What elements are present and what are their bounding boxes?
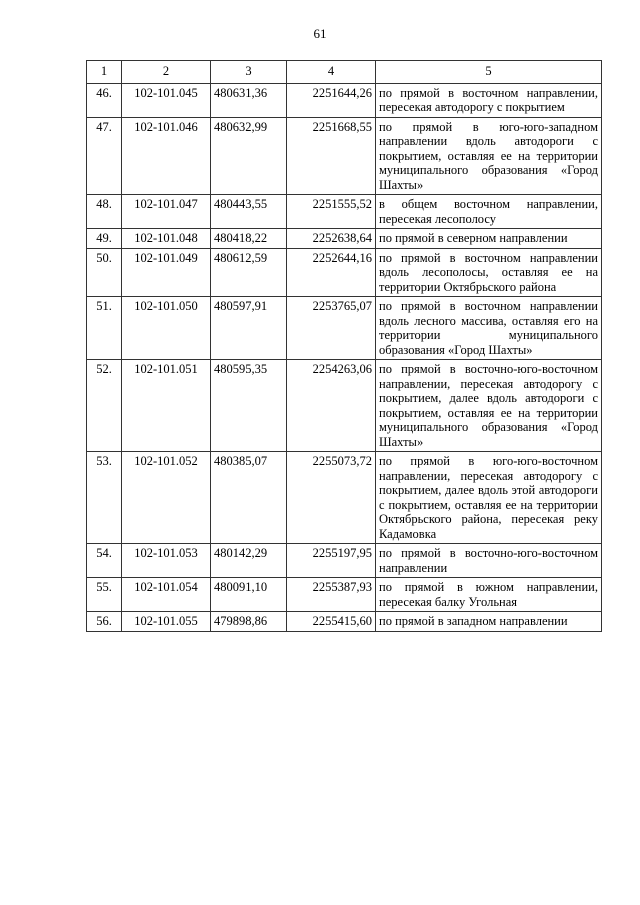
- boundary-description: по прямой в юго-юго-западном направлении вдоль автодороги с покрытием, оставляя ее на территории муниципального образования «Город Шахты»: [376, 117, 602, 195]
- coord-x: 480597,91: [211, 297, 287, 360]
- coord-y: 2253765,07: [287, 297, 376, 360]
- coord-x: 480142,29: [211, 544, 287, 578]
- row-number: 54.: [87, 544, 122, 578]
- coord-x: 480631,36: [211, 83, 287, 117]
- point-code: 102-101.048: [122, 229, 211, 249]
- row-number: 53.: [87, 452, 122, 544]
- coord-x: 480612,59: [211, 248, 287, 297]
- point-code: 102-101.054: [122, 578, 211, 612]
- coord-y: 2255387,93: [287, 578, 376, 612]
- boundary-description: по прямой в восточном направлении, пересекая автодорогу с покрытием: [376, 83, 602, 117]
- table-row: [87, 195, 602, 229]
- coord-x: 479898,86: [211, 612, 287, 632]
- row-number: 47.: [87, 117, 122, 195]
- coord-x: 480385,07: [211, 452, 287, 544]
- point-code: 102-101.052: [122, 452, 211, 544]
- page-number: 61: [313, 26, 327, 41]
- boundary-description: в общем восточном направлении, пересекая лесополосу: [376, 195, 602, 229]
- header-col-2: 2: [122, 61, 211, 84]
- table-row: [87, 117, 602, 195]
- row-number: 52.: [87, 360, 122, 452]
- table-header-row: [87, 61, 602, 84]
- row-number: 51.: [87, 297, 122, 360]
- header-col-4: 4: [287, 61, 376, 84]
- point-code: 102-101.053: [122, 544, 211, 578]
- coord-y: 2255415,60: [287, 612, 376, 632]
- coord-y: 2251668,55: [287, 117, 376, 195]
- point-code: 102-101.051: [122, 360, 211, 452]
- coord-y: 2251644,26: [287, 83, 376, 117]
- table-row: [87, 229, 602, 249]
- table-row: [87, 248, 602, 297]
- row-number: 46.: [87, 83, 122, 117]
- row-number: 55.: [87, 578, 122, 612]
- row-number: 50.: [87, 248, 122, 297]
- point-code: 102-101.046: [122, 117, 211, 195]
- point-code: 102-101.049: [122, 248, 211, 297]
- row-number: 56.: [87, 612, 122, 632]
- point-code: 102-101.045: [122, 83, 211, 117]
- boundary-description: по прямой в юго-юго-восточном направлении, пересекая автодорогу с покрытием, далее вдоль этой автодороги с покрытием, оставляя ее на территории Октябрьского района, пересекая реку Кадамовка: [376, 452, 602, 544]
- point-code: 102-101.050: [122, 297, 211, 360]
- table-row: [87, 83, 602, 117]
- boundary-description: по прямой в восточно-юго-восточном направлении: [376, 544, 602, 578]
- header-col-1: 1: [87, 61, 122, 84]
- boundary-description: по прямой в западном направлении: [376, 612, 602, 632]
- row-number: 49.: [87, 229, 122, 249]
- point-code: 102-101.055: [122, 612, 211, 632]
- header-col-3: 3: [211, 61, 287, 84]
- header-col-5: 5: [376, 61, 602, 84]
- point-code: 102-101.047: [122, 195, 211, 229]
- table-row: [87, 578, 602, 612]
- coord-x: 480091,10: [211, 578, 287, 612]
- table-row: [87, 452, 602, 544]
- coord-x: 480595,35: [211, 360, 287, 452]
- coord-x: 480632,99: [211, 117, 287, 195]
- table-row: [87, 360, 602, 452]
- table-row: [87, 612, 602, 632]
- coord-y: 2251555,52: [287, 195, 376, 229]
- boundary-description: по прямой в восточно-юго-восточном направлении, пересекая автодорогу с покрытием, далее вдоль автодороги с покрытием, оставляя ее на территории муниципального образования «Город Шахты»: [376, 360, 602, 452]
- boundary-description: по прямой в северном направлении: [376, 229, 602, 249]
- coord-x: 480443,55: [211, 195, 287, 229]
- coord-y: 2255073,72: [287, 452, 376, 544]
- coord-y: 2252638,64: [287, 229, 376, 249]
- row-number: 48.: [87, 195, 122, 229]
- coord-y: 2255197,95: [287, 544, 376, 578]
- coord-y: 2254263,06: [287, 360, 376, 452]
- coord-y: 2252644,16: [287, 248, 376, 297]
- boundary-description: по прямой в восточном направлении вдоль лесного массива, оставляя его на территории муниципального образования «Город Шахты»: [376, 297, 602, 360]
- boundary-points-table: [86, 60, 602, 632]
- table-row: [87, 544, 602, 578]
- coord-x: 480418,22: [211, 229, 287, 249]
- table-row: [87, 297, 602, 360]
- boundary-description: по прямой в восточном направлении вдоль лесополосы, оставляя ее на территории Октябрьского района: [376, 248, 602, 297]
- boundary-description: по прямой в южном направлении, пересекая балку Угольная: [376, 578, 602, 612]
